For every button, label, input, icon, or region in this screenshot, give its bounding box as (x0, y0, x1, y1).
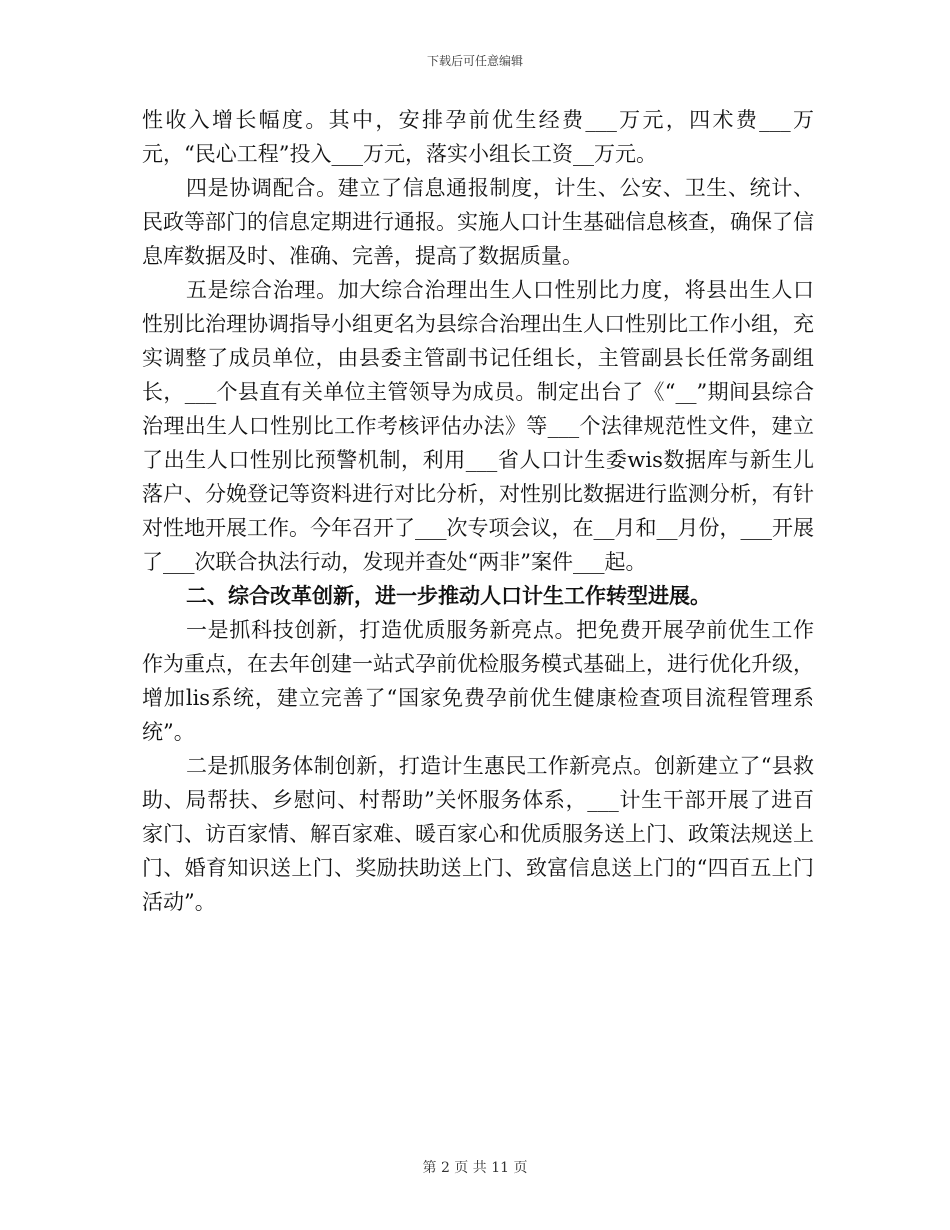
page-footer: 第 2 页 共 11 页 (422, 1160, 528, 1176)
paragraph-service-innovation: 二是抓服务体制创新，打造计生惠民工作新亮点。创新建立了“县救助、局帮扶、乡慰问、村帮助”关怀服务体系，___计生干部开展了进百家门、访百家情、解百家难、暖百家心和优质服务送上门、政策法规送上门、婚育知识送上门、奖励扶助送上门、致富信息送上门的“四百五上门活动”。 (142, 754, 814, 914)
paragraph-budget: 性收入增长幅度。其中，安排孕前优生经费___万元，四术费___万元，“民心工程”投入___万元，落实小组长工资__万元。 (142, 108, 814, 166)
paragraph-tech-innovation: 一是抓科技创新，打造优质服务新亮点。把免费开展孕前优生工作作为重点，在去年创建一站式孕前优检服务模式基础上，进行优化升级，增加lis系统，建立完善了“国家免费孕前优生健康检查项目流程管理系统”。 (142, 618, 814, 744)
document-body (142, 103, 814, 919)
page-header: 下载后可任意编辑 (426, 54, 523, 68)
paragraph-coordination: 四是协调配合。建立了信息通报制度，计生、公安、卫生、统计、民政等部门的信息定期进行通报。实施人口计生基础信息核查，确保了信息库数据及时、准确、完善，提高了数据质量。 (142, 176, 814, 268)
section-heading-reform: 二、综合改革创新，进一步推动人口计生工作转型进展。 (186, 583, 711, 608)
paragraph-comprehensive-governance: 五是综合治理。加大综合治理出生人口性别比力度，将县出生人口性别比治理协调指导小组更名为县综合治理出生人口性别比工作小组，充实调整了成员单位，由县委主管副书记任组长，主管副县长任常务副组长，___个县直有关单位主管领导为成员。制定出台了《“__”期间县综合治理出生人口性别比工作考核评估办法》等___个法律规范性文件，建立了出生人口性别比预警机制，利用___省人口计生委wis数据库与新生儿落户、分娩登记等资料进行对比分析，对性别比数据进行监测分析，有针对性地开展工作。今年召开了___次专项会议，在__月和__月份，___开展了___次联合执法行动，发现并查处“两非”案件___起。 (142, 278, 814, 574)
